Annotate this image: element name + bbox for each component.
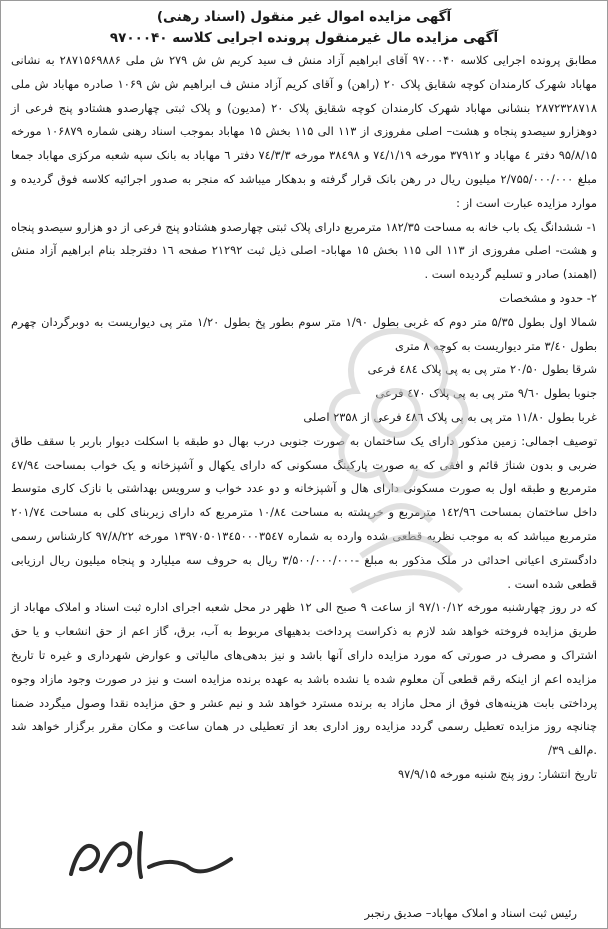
intro-paragraph: مطابق پرونده اجرایی کلاسه ۹۷۰۰۰۴۰ آقای ابراهیم آزاد منش ف سید کریم ش ش ۲۷۹ ش ملی ۲۸۷۱۵۶۹۸۸۶ به نشانی مهاباد شهرک کارمندان کوچه شقایق پلاک ۲۰ (راهن) و آقای کریم آزاد منش ف ابراهیم ش ش ۱۰۶۹ صادره مهاباد ش ملی ۲۸۷۲۳۲۸۷۱۸ بنشانی مهاباد شهرک کارمندان کوچه شقایق پلاک ۲۰ (مدیون) و پلاک ثبتی چهارصدو هشتادو پنج فرعی از دوهزارو سیصدو پنجاه و هشت– اصلی مفروزی از ۱۱۳ الی ۱۱۵ بخش ۱۵ مهاباد بموجب اسناد رهنی شماره ۱۰۶۸۷۹ مورخه ۹۵/۸/۱۵ دفتر ٤ مهاباد و ۳۷۹۱۲ مورخه ۷٤/۱/۱۹ و ۳۸٤۹۸ مورخه ۷٤/۳/۳ دفتر ٦ مهاباد به بانک سپه شعبه مرکزی مهاباد جمعا مبلغ ۲/۷۵۵/۰۰۰/۰۰۰ میلیون ریال در رهن بانک قرار گرفته و بدهکار میباشد که منجر به صدور اجرائیه کلاسه فوق گردیده و موارد مزایده عبارت است از : bbox=[11, 53, 598, 210]
notice-body bbox=[11, 49, 597, 787]
boundaries-heading: ۲- حدود و مشخصات bbox=[499, 290, 597, 305]
property-description: توصیف اجمالی: زمین مذکور دارای یک ساختمان به صورت جنوبی درب بهال دو طبقه با اسکلت دیوار باربر با سقف طاق ضربی و بدون شناژ قائم و افقی که به صورت پارکینگ مسکونی که دارای یکهال و آشپزخانه و یک خواب بمساحت ٤۷/۹٤ مترمربع و طبقه اول به صورت مسکونی دارای هال و آشپزخانه و دو عدد خواب و سرویس بهداشتی با نازک کاری متوسط داخل ساختمان بمساحت ۱٤۲/۹٦ مترمربع و خرپشته به مساحت ۱۰/۸٤ مترمربع که دارای زیربنای کلی به مساحت ۲۰۱/۷٤ مترمربع میباشد که به موجب نظریه قطعی شده وارده به شماره ۱۳۹۷۰۵۰۱۳٤۵۰۰۰۳۵٤۷ مورخه ۹۷/۸/۲۲ کارشناس رسمی دادگستری اعیانی احداثی در ملک مذکور به مبلغ -۳/۵۰۰/۰۰۰/۰۰۰ ریال به حروف سه میلیارد و پنجاه میلیون ریال ارزیابی قطعی شده است . bbox=[11, 433, 597, 591]
boundary-west: غربا بطول ۱۱/۸۰ متر پی به پی پلاک ٤۸٦ فرعی از ۲۳۵۸ اصلی bbox=[303, 409, 597, 424]
boundary-north: شمالا اول بطول ۵/۳۵ متر دوم که غربی بطول ۱/۹۰ متر سوم بطور پخ بطول ۱/۲۰ متر پی دیواریست به دوبرگردان چهرم بطول ۳/٤۰ متر دیواریست به کوچه ۸ متری bbox=[11, 314, 597, 353]
boundary-south: جنوبا بطول ۹/٦۰ متر پی به پی پلاک ٤۷۰ فرعی bbox=[375, 386, 597, 401]
boundary-east: شرقا بطول ۲۰/۵۰ متر پی به پی پلاک ٤۸٤ فرعی bbox=[367, 362, 597, 377]
auction-terms: که در روز چهارشنبه مورخه ۹۷/۱۰/۱۲ از ساعت ۹ صبح الی ۱۲ ظهر در محل شعبه اجرای اداره ثبت اسناد و املاک مهاباد از طریق مزایده فروخته خواهد شد لازم به ذکراست پرداخت بدهیهای مربوط به آب، برق، گاز اعم از حق انشعاب و یا حق اشتراک و مصرف در صورتی که مورد مزایده دارای آنها باشد و نیز بدهی‌های مالیاتی و عوارض شهرداری و غیره تا تاریخ مزایده اعم از اینکه رقم قطعی آن معلوم شده یا نشده باشد به عهده برنده مزایده است و نیز در صورت وجود مازاد وجوه پرداختی بابت هزینه‌های فوق از محل مازاد به برنده مسترد خواهد شد و نیم عشر و حق مزایده نقدا وصول میگردد ضمنا چنانچه روز مزایده تعطیل رسمی گردد مزایده روز اداری بعد از تعطیلی در همان ساعت و مکان مقرر برگزار خواهد شد .م‌الف ۳۹/ bbox=[11, 600, 597, 758]
notice-subtitle: آگهی مزایده مال غیرمنقول پرونده اجرایی کلاسه ۹۷۰۰۰۴۰ bbox=[109, 30, 499, 46]
notice-title: آگهی مزایده اموال غیر منقول (اسناد رهنی) bbox=[156, 9, 452, 25]
signatory: رئیس ثبت اسناد و املاک مهاباد– صدیق رنجبر bbox=[364, 906, 577, 920]
publication-date: تاریخ انتشار: روز پنج شنبه مورخه ۹۷/۹/۱۵ bbox=[397, 766, 597, 781]
handwritten-signature bbox=[41, 819, 251, 891]
property-item-1: ۱- ششدانگ یک باب خانه به مساحت ۱۸۲/۳۵ مترمربع دارای پلاک ثبتی چهارصدو هشتادو پنج فرعی از دو هزارو سیصدو پنجاه و هشت- اصلی مفروزی از ۱۱۳ الی ۱۱۵ بخش ۱۵ مهاباد- اصلی ذیل ثبت ۲۱۲۹۲ صفحه ۱٦ دفترجلد بنام ابراهیم آزاد منش (اهمند) صادر و تسلیم گردیده است . bbox=[11, 219, 597, 282]
